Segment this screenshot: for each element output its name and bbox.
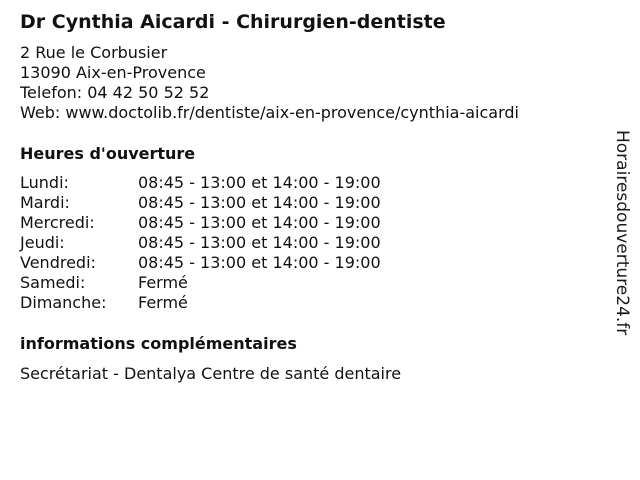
address-block	[20, 43, 519, 123]
hours-heading: Heures d'ouverture	[20, 144, 196, 163]
day-label: Mercredi:	[20, 213, 95, 232]
info-text: Secrétariat - Dentalya Centre de santé dentaire	[20, 364, 402, 383]
hours-row-vendredi	[20, 253, 381, 273]
day-label: Mardi:	[20, 193, 70, 212]
phone-number: Telefon: 04 42 50 52 52	[20, 83, 210, 102]
day-label: Lundi:	[20, 173, 69, 192]
website-link[interactable]: Web: www.doctolib.fr/dentiste/aix-en-provence/cynthia-aicardi	[20, 103, 519, 122]
hours-row-lundi	[20, 173, 381, 193]
hours-row-mercredi	[20, 213, 381, 233]
hours-row-dimanche	[20, 293, 381, 313]
site-watermark: Horairesdouverture24.fr	[612, 130, 632, 336]
info-heading: informations complémentaires	[20, 334, 297, 353]
time-value: 08:45 - 13:00 et 14:00 - 19:00	[138, 193, 381, 212]
time-value: Fermé	[138, 273, 188, 292]
hours-row-jeudi	[20, 233, 381, 253]
day-label: Jeudi:	[20, 233, 65, 252]
day-label: Dimanche:	[20, 293, 107, 312]
city-address: 13090 Aix-en-Provence	[20, 63, 206, 82]
time-value: Fermé	[138, 293, 188, 312]
opening-hours-list	[20, 173, 381, 313]
page-title: Dr Cynthia Aicardi - Chirurgien-dentiste	[20, 11, 446, 33]
time-value: 08:45 - 13:00 et 14:00 - 19:00	[138, 213, 381, 232]
street-address: 2 Rue le Corbusier	[20, 43, 168, 62]
hours-row-mardi	[20, 193, 381, 213]
time-value: 08:45 - 13:00 et 14:00 - 19:00	[138, 253, 381, 272]
hours-row-samedi	[20, 273, 381, 293]
time-value: 08:45 - 13:00 et 14:00 - 19:00	[138, 173, 381, 192]
time-value: 08:45 - 13:00 et 14:00 - 19:00	[138, 233, 381, 252]
day-label: Vendredi:	[20, 253, 96, 272]
day-label: Samedi:	[20, 273, 86, 292]
